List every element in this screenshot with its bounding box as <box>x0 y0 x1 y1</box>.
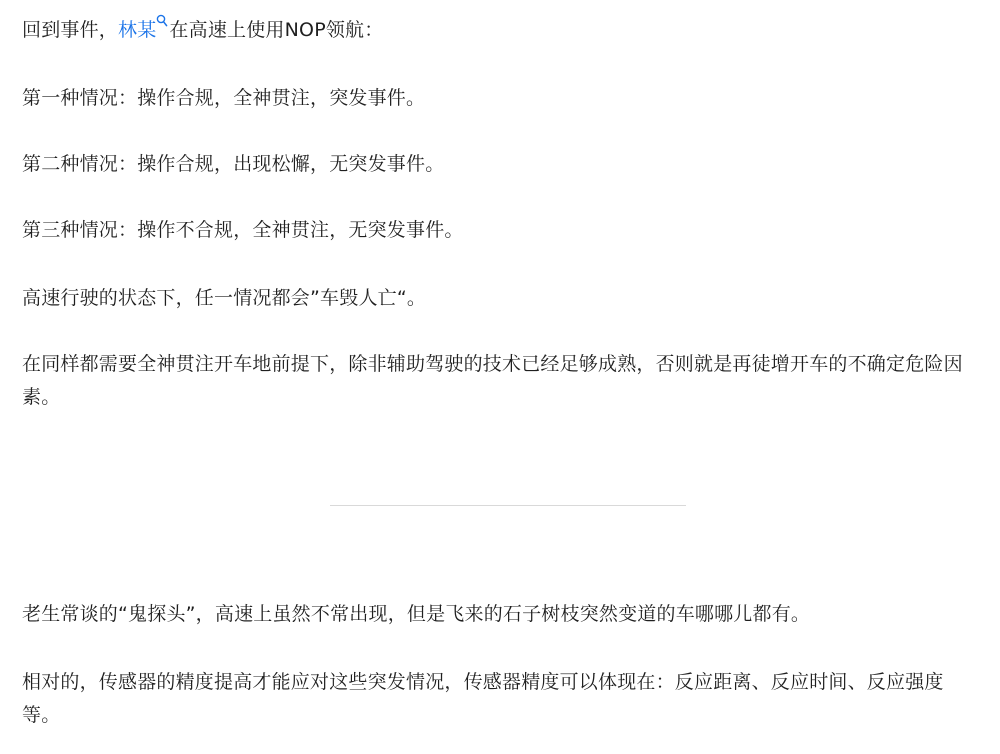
paragraph-6: 在同样都需要全神贯注开车地前提下，除非辅助驾驶的技术已经足够成熟，否则就是再徒增开车的不确定危险因素。 <box>22 353 963 408</box>
paragraph-7: 老生常谈的“鬼探头”，高速上虽然不常出现，但是飞来的石子树枝突然变道的车哪哪儿都有。 <box>22 603 811 625</box>
paragraph-8: 相对的，传感器的精度提高才能应对这些突发情况，传感器精度可以体现在：反应距离、反应时间、反应强度等。 <box>22 671 944 726</box>
paragraph-5: 高速行驶的状态下，任一情况都会”车毁人亡“。 <box>22 287 427 309</box>
section-divider <box>330 505 686 506</box>
paragraph-1-prefix: 回到事件， <box>22 19 119 41</box>
paragraph-1-suffix: 在高速上使用NOP领航： <box>169 19 384 41</box>
paragraph-4: 第三种情况：操作不合规，全神贯注，无突发事件。 <box>22 219 464 241</box>
paragraph-3: 第二种情况：操作合规，出现松懈，无突发事件。 <box>22 153 445 175</box>
paragraph-1 <box>22 14 383 47</box>
search-icon[interactable] <box>156 14 168 28</box>
person-search-link[interactable]: 林某 <box>118 19 157 41</box>
paragraph-2: 第一种情况：操作合规，全神贯注，突发事件。 <box>22 87 426 109</box>
